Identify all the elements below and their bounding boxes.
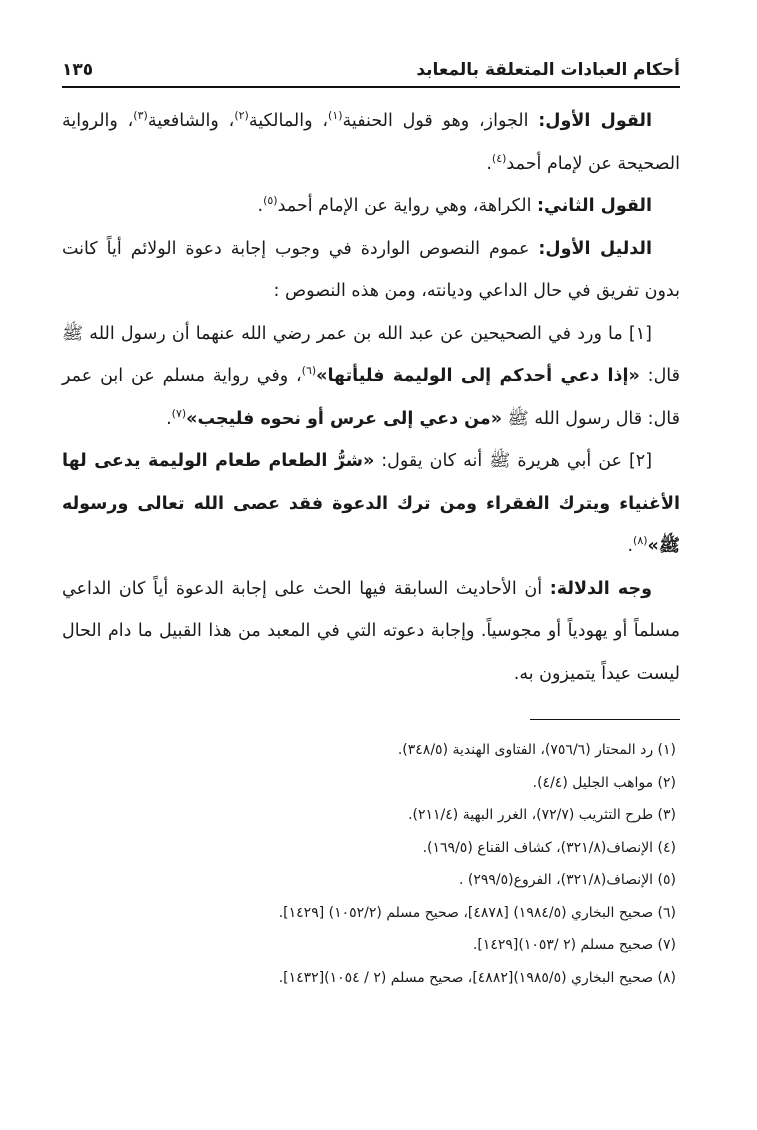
document-page [62,48,680,994]
paragraph-inference [62,568,680,696]
footnote: (٦) صحيح البخاري (١٩٨٤/٥) [٤٨٧٨]، صحيح مسلم (١٠٥٢/٢) [١٤٢٩]. [278,904,676,921]
footnote-ref-3: (٣) [133,109,148,123]
text: . [257,196,264,216]
footnote-ref-4: (٤) [491,151,507,165]
footnote-ref-8: (٨) [633,534,648,548]
footnote: (١) رد المحتار (٧٥٦/٦)، الفتاوى الهندية (٣٤٨/٥). [397,742,676,758]
footnote: (٣) طرح التثريب (٧٢/٧)، الغرر البهية (٢١١/٤). [408,807,676,823]
footnote: (٢) مواهب الجليل (٤/٤). [532,774,676,791]
text: [٢] عن أبي هريرة ﷺ أنه كان يقول: [374,451,653,471]
paragraph-second-opinion [62,185,680,228]
paragraph-first-opinion [62,100,680,185]
text: ، والمالكية [248,111,329,131]
footnote: (٧) صحيح مسلم (٢ /١٠٥٣)[١٤٢٩]. [472,937,676,953]
text: ، والشافعية [147,111,235,131]
footnote-ref-5: (٥) [263,194,278,208]
paragraph-first-evidence [62,228,680,313]
page-number: ١٣٥ [62,60,94,80]
text: . [166,408,172,429]
text: ، وفي رواية مسلم عن ابن عمر قال: قال رسول الله ﷺ [62,366,680,429]
footnote: (٥) الإنصاف(٣٢١/٨)، الفروع(٢٩٩/٥) . [458,872,676,888]
label-inference: وجه الدلالة: [549,578,652,599]
text: [١] ما ورد في الصحيحين عن عبد الله بن عمر رضي الله عنهما أن رسول الله ﷺ قال: [62,323,680,386]
footnote-divider [530,719,680,720]
label-first-opinion: القول الأول: [538,111,653,131]
footnote: (٨) صحيح البخاري (١٩٨٥/٥)[٤٨٨٢]، صحيح مسلم (٢ / ١٠٥٤)[١٤٣٢]. [278,969,676,986]
footnote: (٤) الإنصاف(٣٢١/٨)، كشاف القناع (١٦٩/٥). [422,839,676,856]
text: الكراهة، وهي رواية عن الإمام أحمد [277,196,538,216]
footnote-ref-1: (١) [328,109,343,123]
running-title: أحكام العبادات المتعلقة بالمعابد [416,60,680,80]
text: الجواز، وهو قول الحنفية [342,111,539,131]
label-second-opinion: القول الثاني: [537,196,652,216]
text: . [627,536,634,556]
label-first-evidence: الدليل الأول: [538,238,652,259]
paragraph-hadith-2 [62,440,680,568]
text: ، والرواية الصحيحة عن لإمام أحمد [62,111,680,174]
footnote-ref-7: (٧) [171,406,187,420]
body-text [62,100,680,695]
footnote-ref-2: (٢) [234,109,249,123]
hadith-quote-1: «إذا دعي أحدكم إلى الوليمة فليأتها» [316,366,640,386]
text: أن الأحاديث السابقة فيها الحث على إجابة الدعوة أياً كان الداعي مسلماً أو يهودياً أو مجوسياً. وإجابة دعوته التي في المعبد من هذا القبيل ما دام الحال ليست عيداً يتميزون به. [62,578,680,684]
paragraph-hadith-1 [62,313,680,441]
text: عموم النصوص الواردة في وجوب إجابة دعوة الولائم أياً كانت بدون تفريق في حال الداعي وديانته، ومن هذه النصوص : [62,238,680,301]
hadith-quote-3: «شرُّ الطعام طعام الوليمة يدعى لها الأغنياء ويترك الفقراء ومن ترك الدعوة فقد عصى الله تعالى ورسوله ﷺ» [62,451,680,556]
text: . [486,153,492,174]
page-header [62,48,680,88]
footnotes [62,734,680,994]
hadith-quote-2: «من دعي إلى عرس أو نحوه فليجب» [186,408,503,429]
footnote-ref-6: (٦) [301,364,317,378]
